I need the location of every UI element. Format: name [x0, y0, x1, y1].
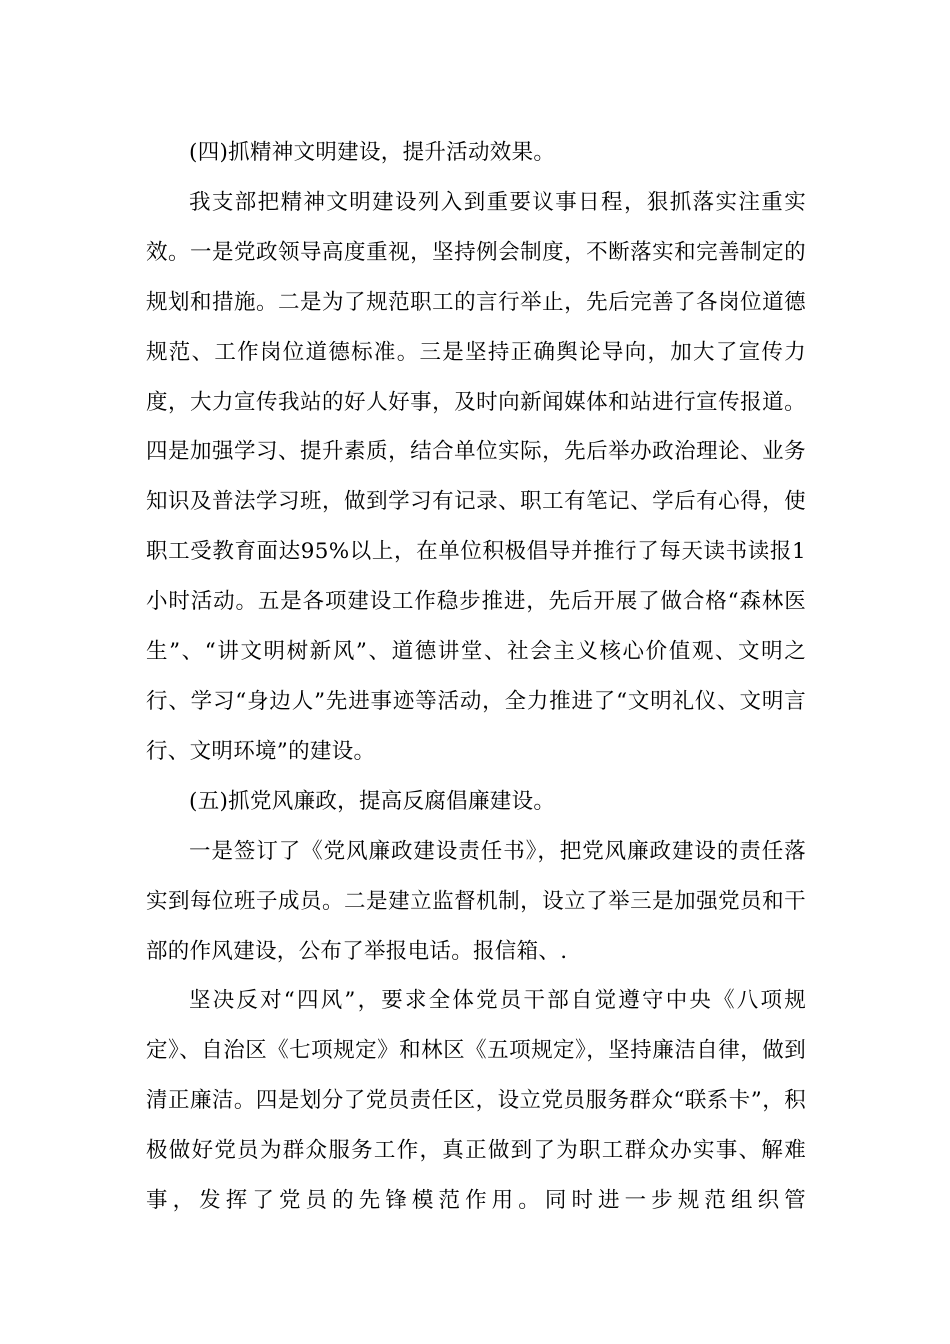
- paragraph-responsibility: 一是签订了《党风廉政建设责任书》，把党风廉政建设的责任落实到每位班子成员。二是建立监督机制，设立了举三是加强党员和干部的作风建设，公布了举报电话。报信箱、.: [146, 838, 806, 964]
- section-heading-4: (四)抓精神文明建设，提升活动效果。: [189, 140, 556, 165]
- paragraph-four-winds: 坚决反对“四风”，要求全体党员干部自觉遵守中央《八项规定》、自治区《七项规定》和林区《五项规定》，坚持廉洁自律，做到清正廉洁。四是划分了党员责任区，设立党员服务群众“联系卡”，积极做好党员为群众服务工作，真正做到了为职工群众办实事、解难事，发挥了党员的先锋模范作用。同时进一步规范组织管: [146, 988, 806, 1214]
- paragraph-spiritual-civilization: 我支部把精神文明建设列入到重要议事日程，狠抓落实注重实效。一是党政领导高度重视，坚持例会制度，不断落实和完善制定的规划和措施。二是为了规范职工的言行举止，先后完善了各岗位道德规范、工作岗位道德标准。三是坚持正确舆论导向，加大了宣传力度，大力宣传我站的好人好事，及时向新闻媒体和站进行宣传报道。四是加强学习、提升素质，结合单位实际，先后举办政治理论、业务知识及普法学习班，做到学习有记录、职工有笔记、学后有心得，使职工受教育面达95%以上，在单位积极倡导并推行了每天读书读报1小时活动。五是各项建设工作稳步推进，先后开展了做合格“森林医生”、“讲文明树新风”、道德讲堂、社会主义核心价值观、文明之行、学习“身边人”先进事迹等活动，全力推进了“文明礼仪、文明言行、文明环境”的建设。: [146, 189, 806, 764]
- document-body: [146, 128, 806, 1226]
- section-heading-5: (五)抓党风廉政，提高反腐倡廉建设。: [189, 788, 556, 814]
